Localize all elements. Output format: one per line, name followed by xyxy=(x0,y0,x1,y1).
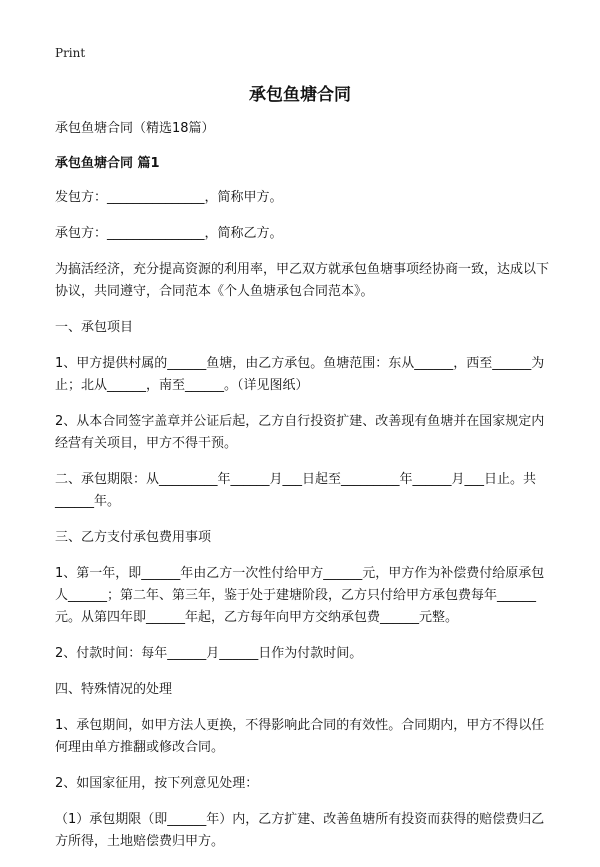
paragraph: 四、特殊情况的处理 xyxy=(55,682,173,697)
document-body xyxy=(55,118,550,867)
paragraph: 三、乙方支付承包费用事项 xyxy=(55,530,212,545)
paragraph: 一、承包项目 xyxy=(55,320,134,335)
document-subtitle: 承包鱼塘合同（精选18篇） xyxy=(55,121,215,136)
section-heading: 承包鱼塘合同 篇1 xyxy=(55,156,160,171)
paragraph: 2、付款时间：每年______月______日作为付款时间。 xyxy=(55,646,363,661)
paragraph: 1、甲方提供村属的______鱼塘，由乙方承包。鱼塘范围：东从______，西至______为止；北从______，南至______。（详见图纸） xyxy=(55,356,545,393)
print-link[interactable]: Print xyxy=(55,46,86,60)
paragraph: 2、从本合同签字盖章并公证后起，乙方自行投资扩建、改善现有鱼塘并在国家规定内经营有关项目，甲方不得干预。 xyxy=(55,414,545,451)
paragraph: 1、第一年，即______年由乙方一次性付给甲方______元，甲方作为补偿费付给原承包人______；第二年、第三年，鉴于处于建塘阶段，乙方只付给甲方承包费每年______元。从第四年即______年起，乙方每年向甲方交纳承包费______元整。 xyxy=(55,566,545,625)
paragraph: 承包方：_______________，简称乙方。 xyxy=(55,226,283,241)
document-title: 承包鱼塘合同 xyxy=(249,85,351,105)
paragraph: （1）承包期限（即______年）内，乙方扩建、改善鱼塘所有投资而获得的赔偿费归乙方所得，土地赔偿费归甲方。 xyxy=(55,812,545,849)
paragraph: 1、承包期间，如甲方法人更换，不得影响此合同的有效性。合同期内，甲方不得以任何理由单方推翻或修改合同。 xyxy=(55,718,545,755)
paragraph: 2、如国家征用，按下列意见处理： xyxy=(55,776,259,791)
paragraph: 为搞活经济，充分提高资源的利用率，甲乙双方就承包鱼塘事项经协商一致，达成以下协议，共同遵守，合同范本《个人鱼塘承包合同范本》。 xyxy=(55,262,550,299)
paragraph: 二、承包期限：从_________年______月___日起至_________年______月___日止。共______年。 xyxy=(55,472,537,509)
paragraph: 发包方：_______________，简称甲方。 xyxy=(55,190,283,205)
